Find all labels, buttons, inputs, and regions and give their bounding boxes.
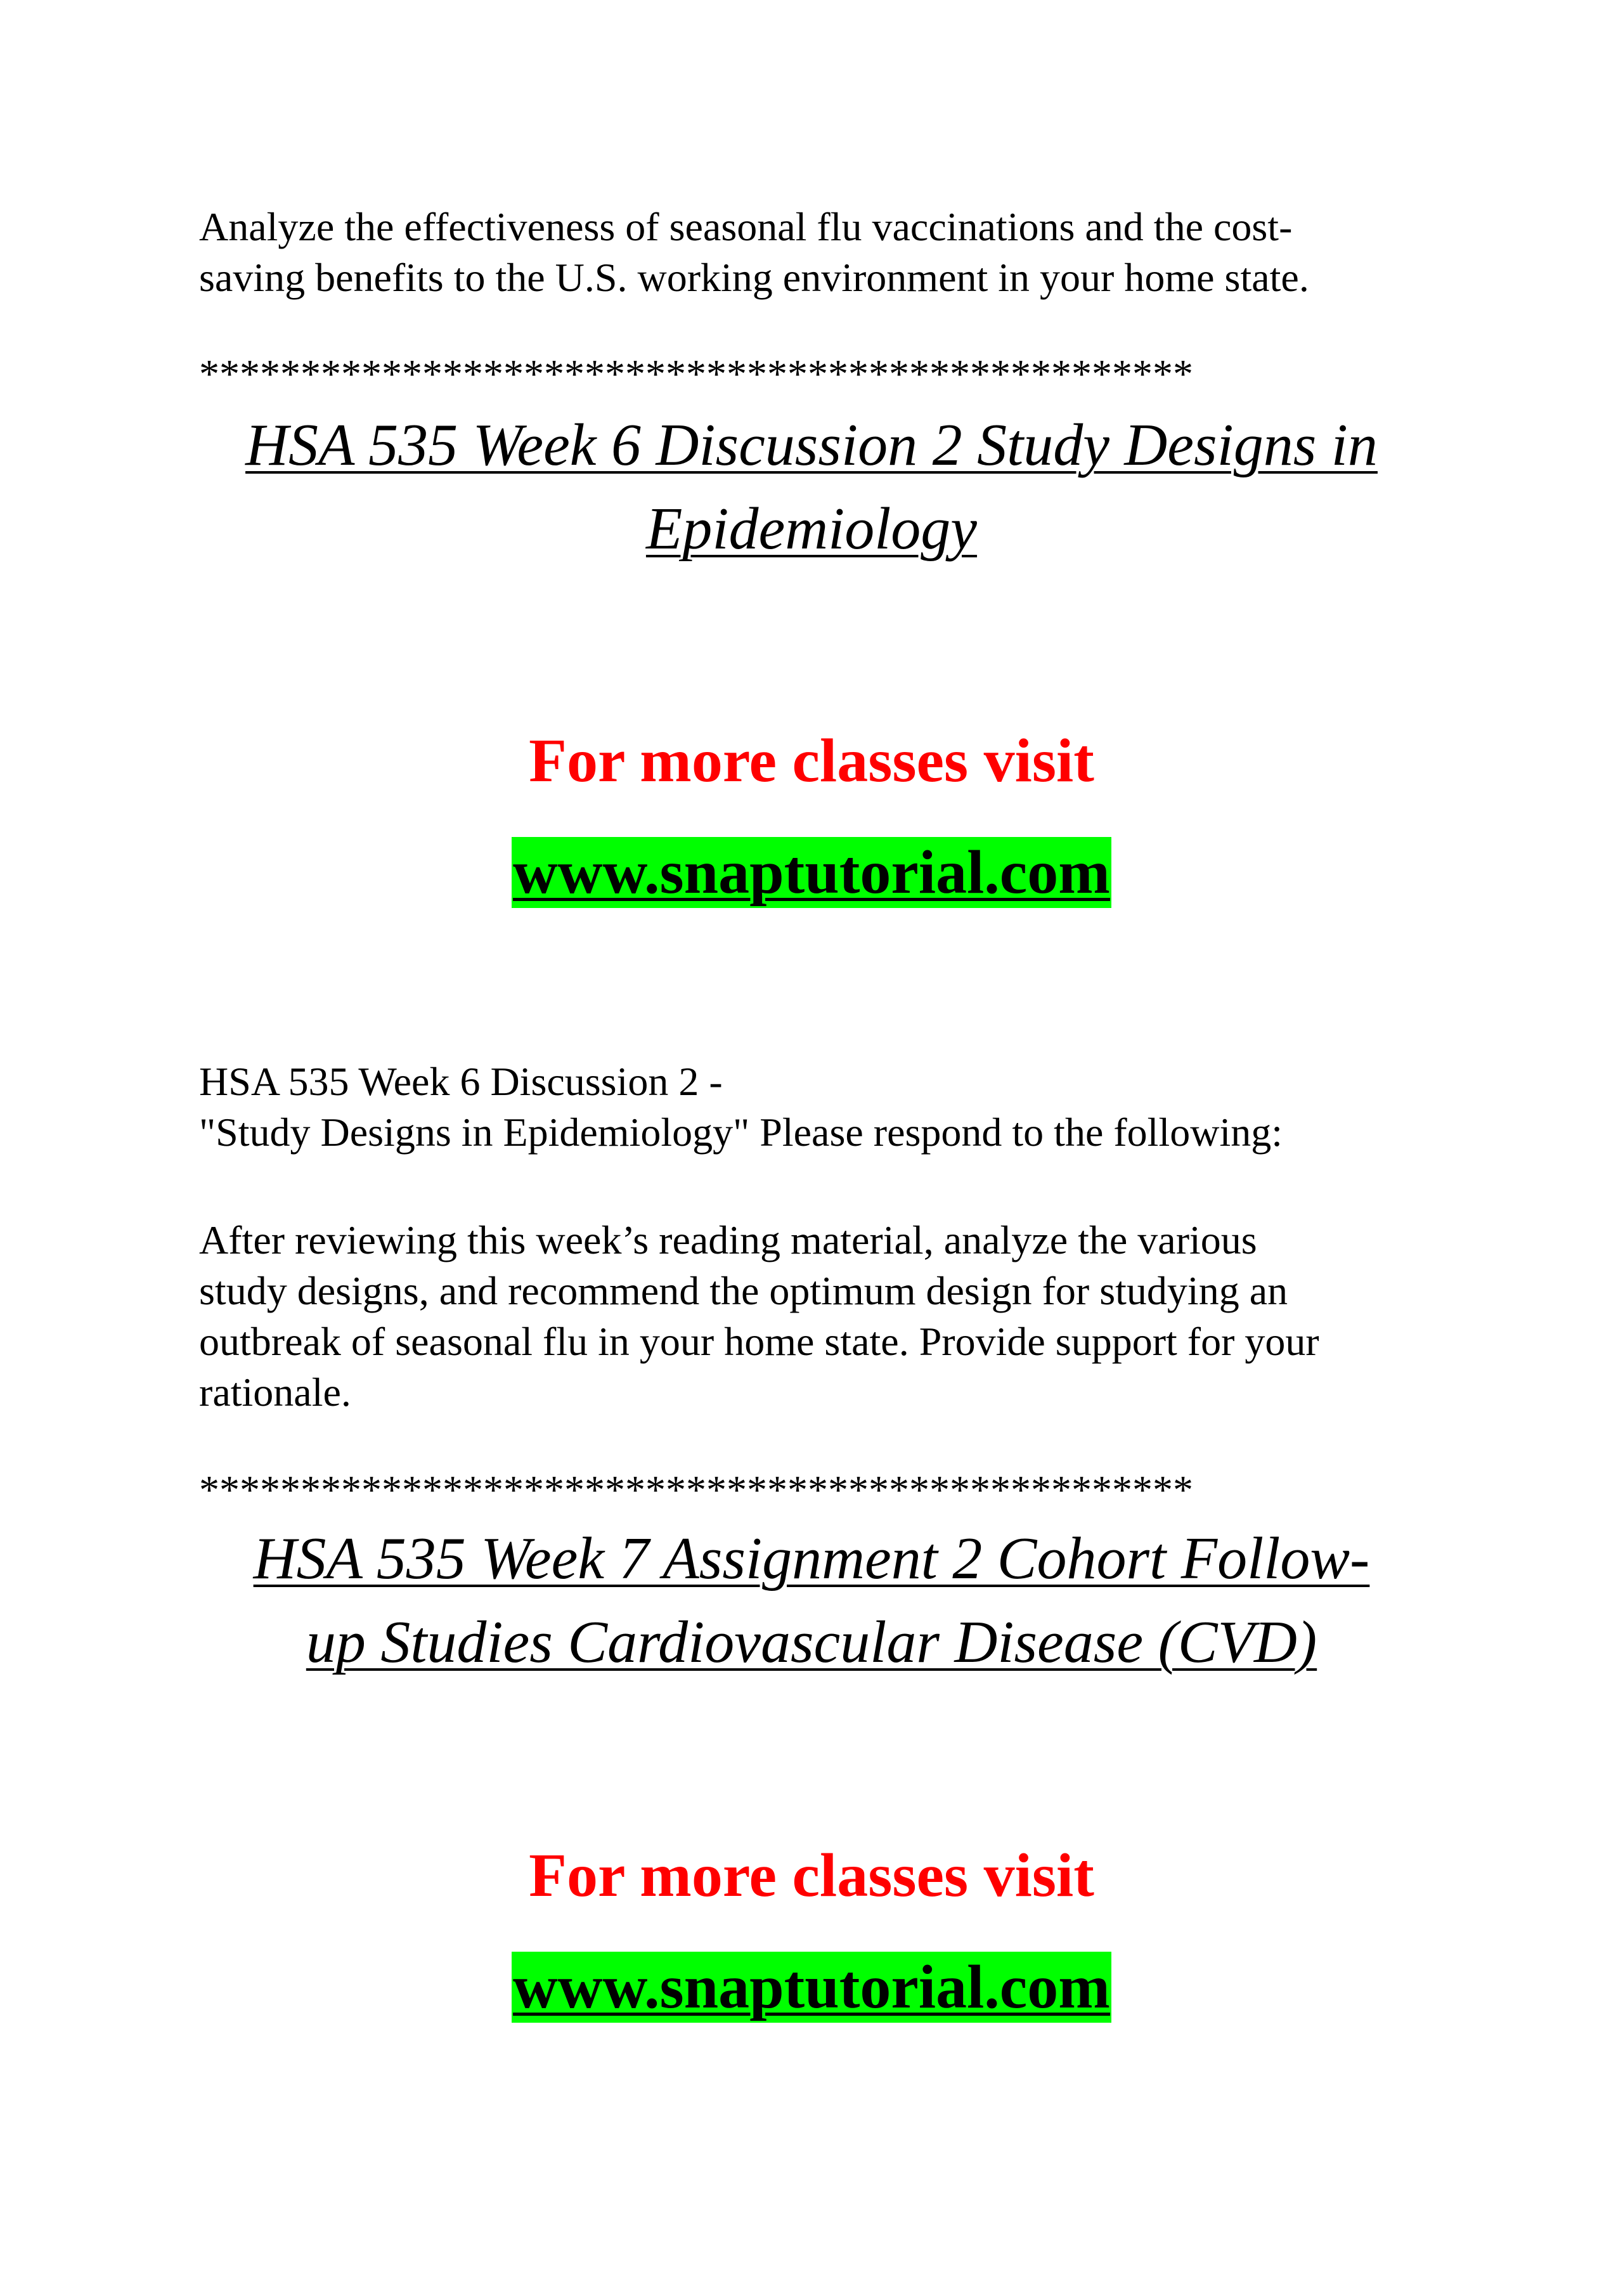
discussion-body [199,1215,1454,1418]
body-line: study designs, and recommend the optimum design for studying an [199,1268,1288,1313]
asterisk-separator: ************************************************* [199,1470,1193,1510]
snaptutorial-link[interactable]: www.snaptutorial.com [513,838,1110,907]
intro-line: saving benefits to the U.S. working environment in your home state. [199,255,1309,300]
body-line: rationale. [199,1370,351,1415]
discussion-title [199,1056,1454,1158]
heading-line: up Studies Cardiovascular Disease (CVD) [306,1609,1317,1675]
title-line: "Study Designs in Epidemiology" Please respond to the following: [199,1110,1283,1155]
promo-text: For more classes visit [529,727,1094,795]
asterisk-separator: ************************************************* [199,354,1193,394]
heading-line: Epidemiology [645,496,978,562]
promo-text: For more classes visit [529,1841,1094,1910]
section-heading [0,1517,1623,1684]
body-line: outbreak of seasonal flu in your home state. Provide support for your [199,1319,1319,1364]
intro-line: Analyze the effectiveness of seasonal flu vaccinations and the cost- [199,204,1293,249]
title-line: HSA 535 Week 6 Discussion 2 - [199,1059,723,1104]
link-container [0,837,1623,908]
body-line: After reviewing this week’s reading material, analyze the various [199,1217,1257,1262]
snaptutorial-link[interactable]: www.snaptutorial.com [513,1953,1110,2021]
intro-paragraph [199,202,1454,303]
heading-line: HSA 535 Week 7 Assignment 2 Cohort Follow- [253,1526,1370,1592]
link-container [0,1952,1623,2023]
heading-line: HSA 535 Week 6 Discussion 2 Study Designs in [245,412,1378,478]
section-heading [0,403,1623,571]
